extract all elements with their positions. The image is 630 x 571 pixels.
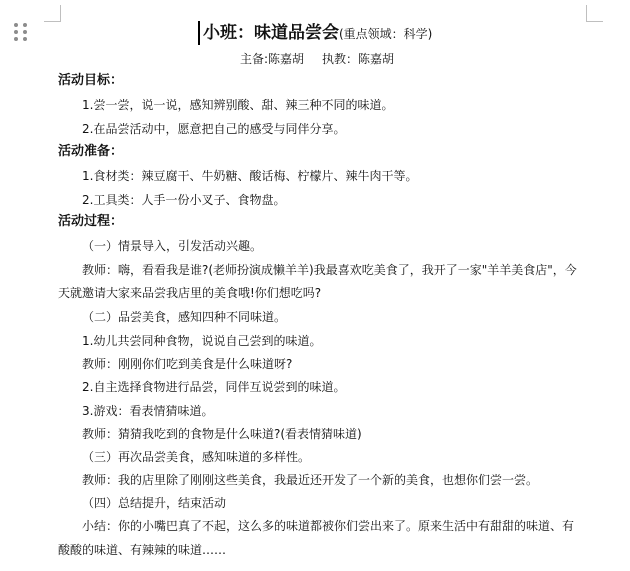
process-heading: 活动过程： (58, 214, 124, 229)
prep-item: 2.工具类：人手一份小叉子、食物盘。 (82, 193, 286, 207)
process-line: 教师：猜猜我吃到的食物是什么味道?(看表情猜味道) (82, 427, 362, 441)
title-main: 小班：味道品尝会 (203, 23, 339, 43)
goals-heading: 活动目标： (58, 73, 124, 88)
title-subject: (重点领域：科学) (339, 27, 433, 41)
prep-heading: 活动准备： (58, 144, 124, 159)
process-line: （一）情景导入，引发活动兴趣。 (82, 239, 263, 253)
drag-handle-icon[interactable] (14, 23, 28, 41)
goal-item: 2.在品尝活动中，愿意把自己的感受与同伴分享。 (82, 122, 346, 136)
margin-corner-mark (44, 5, 61, 22)
text-cursor (198, 21, 200, 45)
document-title[interactable] (203, 19, 432, 48)
lead-author: 主备:陈嘉胡 (240, 52, 305, 66)
process-line: （二）品尝美食，感知四种不同味道。 (82, 310, 287, 324)
process-line: 3.游戏：看表情猜味道。 (82, 404, 214, 418)
process-line: 小结：你的小嘴巴真了不起，这么多的味道都被你们尝出来了。原来生活中有甜甜的味道、有 (82, 519, 575, 533)
goal-item: 1.尝一尝，说一说，感知辨别酸、甜、辣三种不同的味道。 (82, 98, 394, 112)
prep-item: 1.食材类：辣豆腐干、牛奶糖、酸话梅、柠檬片、辣牛肉干等。 (82, 169, 418, 183)
process-line: 教师：嗨，看看我是谁?(老师扮演成懒羊羊)我最喜欢吃美食了，我开了一家"羊羊美食店"，今 (82, 263, 577, 277)
process-line: 教师：刚刚你们吃到美食是什么味道呀? (82, 357, 293, 371)
process-line: 2.自主选择食物进行品尝，同伴互说尝到的味道。 (82, 380, 346, 394)
process-line: （三）再次品尝美食，感知味道的多样性。 (82, 450, 311, 464)
teacher: 执教：陈嘉胡 (322, 52, 395, 66)
process-line: 教师：我的店里除了刚刚这些美食，我最近还开发了一个新的美食，也想你们尝一尝。 (82, 473, 539, 487)
process-line: （四）总结提升，结束活动 (82, 496, 227, 510)
process-line: 天就邀请大家来品尝我店里的美食哦!你们想吃吗? (58, 286, 322, 300)
process-line: 1.幼儿共尝同种食物，说说自己尝到的味道。 (82, 334, 322, 348)
margin-corner-mark (586, 5, 603, 22)
byline (240, 50, 394, 67)
process-line: 酸酸的味道、有辣辣的味道…… (58, 543, 227, 557)
